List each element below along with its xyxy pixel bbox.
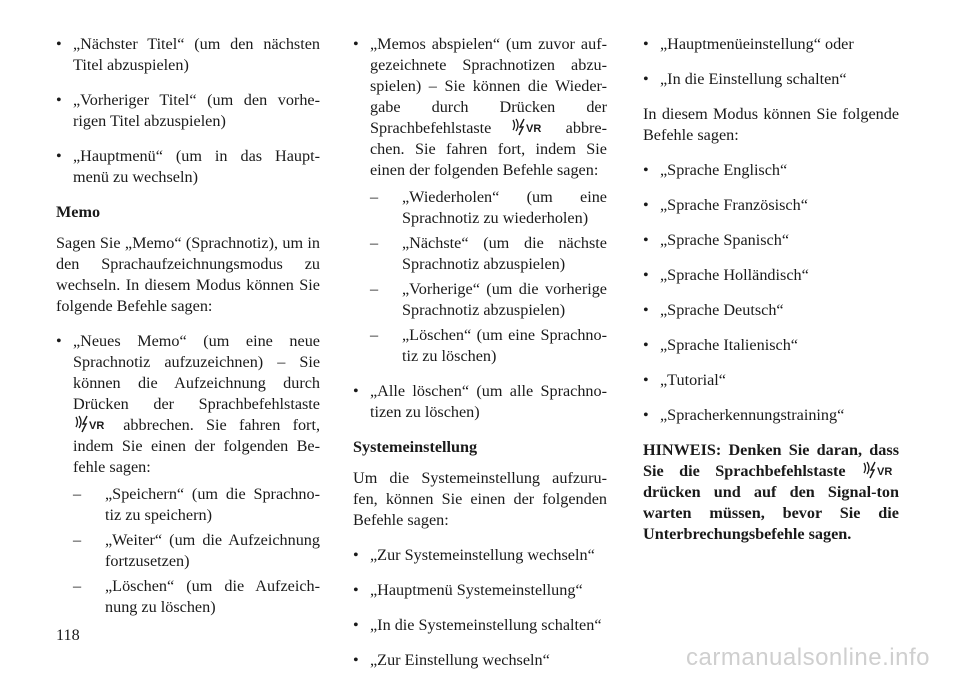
list-item-text: „Neues Memo“ (um eine neue Sprachnotiz aufzuzeichnen) – Sie können die Aufzeichnung durch Drücken der Sprachbefehlstaste [73, 332, 320, 413]
note-paragraph [643, 440, 899, 545]
list-item-text: „Sprache Deutsch“ [660, 301, 784, 319]
sub-list-item [370, 279, 607, 321]
dash: – [370, 326, 379, 344]
bullet: • [643, 371, 649, 389]
vr-icon-text: VR [877, 466, 893, 478]
sub-list-item-text: „Nächste“ (um die nächste Sprachnotiz abzuspielen) [402, 234, 607, 273]
bullet: • [56, 332, 62, 350]
list-item [353, 381, 607, 423]
play-sub-list [370, 187, 607, 367]
list-item-text: „Hauptmenü Systemeinstellung“ [370, 581, 583, 599]
bullet: • [643, 161, 649, 179]
list-item [643, 195, 899, 216]
section-heading-system-settings: Systemeinstellung [353, 438, 478, 456]
list-item-text: „Sprache Holländisch“ [660, 266, 809, 284]
bullet: • [643, 196, 649, 214]
list-item-text: „In die Einstellung schalten“ [660, 70, 847, 88]
list-item [353, 615, 607, 636]
list-item-text: „In die Systemeinstellung schalten“ [370, 616, 602, 634]
list-item [643, 69, 899, 90]
language-command-list [643, 160, 899, 426]
middle-column [353, 34, 607, 685]
list-item-text: „Nächster Titel“ (um den nächsten Titel abzuspielen) [73, 35, 320, 74]
note-text: drücken und auf den Signal-ton warten müssen, bevor Sie die Unterbrechungsbefehle sagen. [643, 483, 899, 543]
page-number: 118 [56, 626, 80, 644]
bullet: • [353, 35, 359, 53]
bullet: • [56, 147, 62, 165]
list-item [353, 34, 607, 367]
sub-list-item [73, 576, 320, 618]
list-item [56, 331, 320, 618]
memo-paragraph: Sagen Sie „Memo“ (Sprachnotiz), um in den Sprachaufzeichnungsmodus zu wechseln. In diesem Modus können Sie folgende Befehle sagen: [56, 234, 320, 315]
dash: – [370, 234, 379, 252]
dash: – [370, 280, 379, 298]
list-item-text: „Vorheriger Titel“ (um den vorhe-rigen Titel abzuspielen) [73, 91, 320, 130]
list-item [353, 545, 607, 566]
list-item-text: abbrechen. Sie fahren fort, indem Sie einen der folgenden Be-fehle sagen: [73, 416, 320, 476]
list-item [56, 146, 320, 188]
bullet: • [56, 91, 62, 109]
list-item-text: „Alle löschen“ (um alle Sprachno-tizen zu löschen) [370, 382, 607, 421]
play-command-list [353, 34, 607, 423]
voice-recognition-icon [863, 461, 897, 479]
section-heading-memo: Memo [56, 203, 101, 221]
bullet: • [643, 336, 649, 354]
sub-list-item [73, 484, 320, 526]
list-item-text: „Sprache Spanisch“ [660, 231, 790, 249]
list-item [56, 90, 320, 132]
list-item-text: „Tutorial“ [660, 371, 726, 389]
list-item [643, 300, 899, 321]
dash: – [370, 188, 379, 206]
list-item-text: „Zur Systemeinstellung wechseln“ [370, 546, 595, 564]
list-item [643, 160, 899, 181]
system-settings-paragraph: Um die Systemeinstellung aufzuru-fen, können Sie einen der folgenden Befehle sagen: [353, 469, 607, 529]
dash: – [73, 531, 82, 549]
settings-mode-paragraph: In diesem Modus können Sie folgende Befehle sagen: [643, 105, 899, 144]
bullet: • [643, 231, 649, 249]
settings-alias-list [643, 34, 899, 90]
voice-recognition-icon [512, 118, 546, 136]
bullet: • [353, 546, 359, 564]
dash: – [73, 485, 82, 503]
list-item [643, 370, 899, 391]
bullet: • [643, 35, 649, 53]
note-text: HINWEIS: Denken Sie daran, dass Sie die Sprachbefehlstaste [643, 441, 899, 480]
bullet: • [643, 301, 649, 319]
sub-list-item-text: „Vorherige“ (um die vorherige Sprachnotiz abzuspielen) [402, 280, 607, 319]
list-item [643, 230, 899, 251]
bullet: • [643, 406, 649, 424]
watermark: carmanualsonline.info [686, 644, 930, 671]
list-item-text: „Sprache Französisch“ [660, 196, 808, 214]
right-column [643, 34, 899, 545]
sub-list-item-text: „Löschen“ (um eine Sprachno-tiz zu löschen) [402, 326, 607, 365]
sub-list-item-text: „Speichern“ (um die Sprachno-tiz zu speichern) [105, 485, 320, 524]
list-item-text: „Memos abspielen“ (um zuvor auf-gezeichnete Sprachnotizen abzu-spielen) – Sie können die Wieder-gabe durch Drücken der Sprachbefehlstaste [370, 35, 607, 137]
sub-list-item [370, 187, 607, 229]
bullet: • [353, 382, 359, 400]
list-item [643, 405, 899, 426]
list-item-text: „Hauptmenü“ (um in das Haupt-menü zu wechseln) [73, 147, 320, 186]
nav-command-list [56, 34, 320, 188]
list-item [56, 34, 320, 76]
sub-list-item [370, 233, 607, 275]
left-column [56, 34, 320, 632]
bullet: • [643, 70, 649, 88]
sub-list-item-text: „Wiederholen“ (um eine Sprachnotiz zu wiederholen) [402, 188, 607, 227]
list-item [643, 34, 899, 55]
bullet: • [353, 581, 359, 599]
bullet: • [643, 266, 649, 284]
vr-icon-text: VR [89, 420, 105, 432]
bullet: • [353, 616, 359, 634]
bullet: • [353, 651, 359, 669]
vr-icon-text: VR [525, 123, 541, 135]
memo-sub-list [73, 484, 320, 618]
system-settings-command-list [353, 545, 607, 671]
list-item-text: abbre-chen. Sie fahren fort, indem Sie einen der folgenden Befehle sagen: [370, 119, 608, 179]
bullet: • [56, 35, 62, 53]
list-item-text: „Hauptmenüeinstellung“ oder [660, 35, 854, 53]
memo-command-list [56, 331, 320, 618]
dash: – [73, 577, 82, 595]
list-item [353, 650, 607, 671]
list-item-text: „Spracherkennungstraining“ [660, 406, 845, 424]
voice-recognition-icon [75, 415, 109, 433]
list-item-text: „Sprache Englisch“ [660, 161, 788, 179]
sub-list-item [73, 530, 320, 572]
sub-list-item [370, 325, 607, 367]
sub-list-item-text: „Weiter“ (um die Aufzeichnung fortzusetzen) [105, 531, 320, 570]
list-item [643, 335, 899, 356]
list-item-text: „Sprache Italienisch“ [660, 336, 798, 354]
list-item [353, 580, 607, 601]
sub-list-item-text: „Löschen“ (um die Aufzeich-nung zu löschen) [105, 577, 320, 616]
list-item [643, 265, 899, 286]
list-item-text: „Zur Einstellung wechseln“ [370, 651, 550, 669]
